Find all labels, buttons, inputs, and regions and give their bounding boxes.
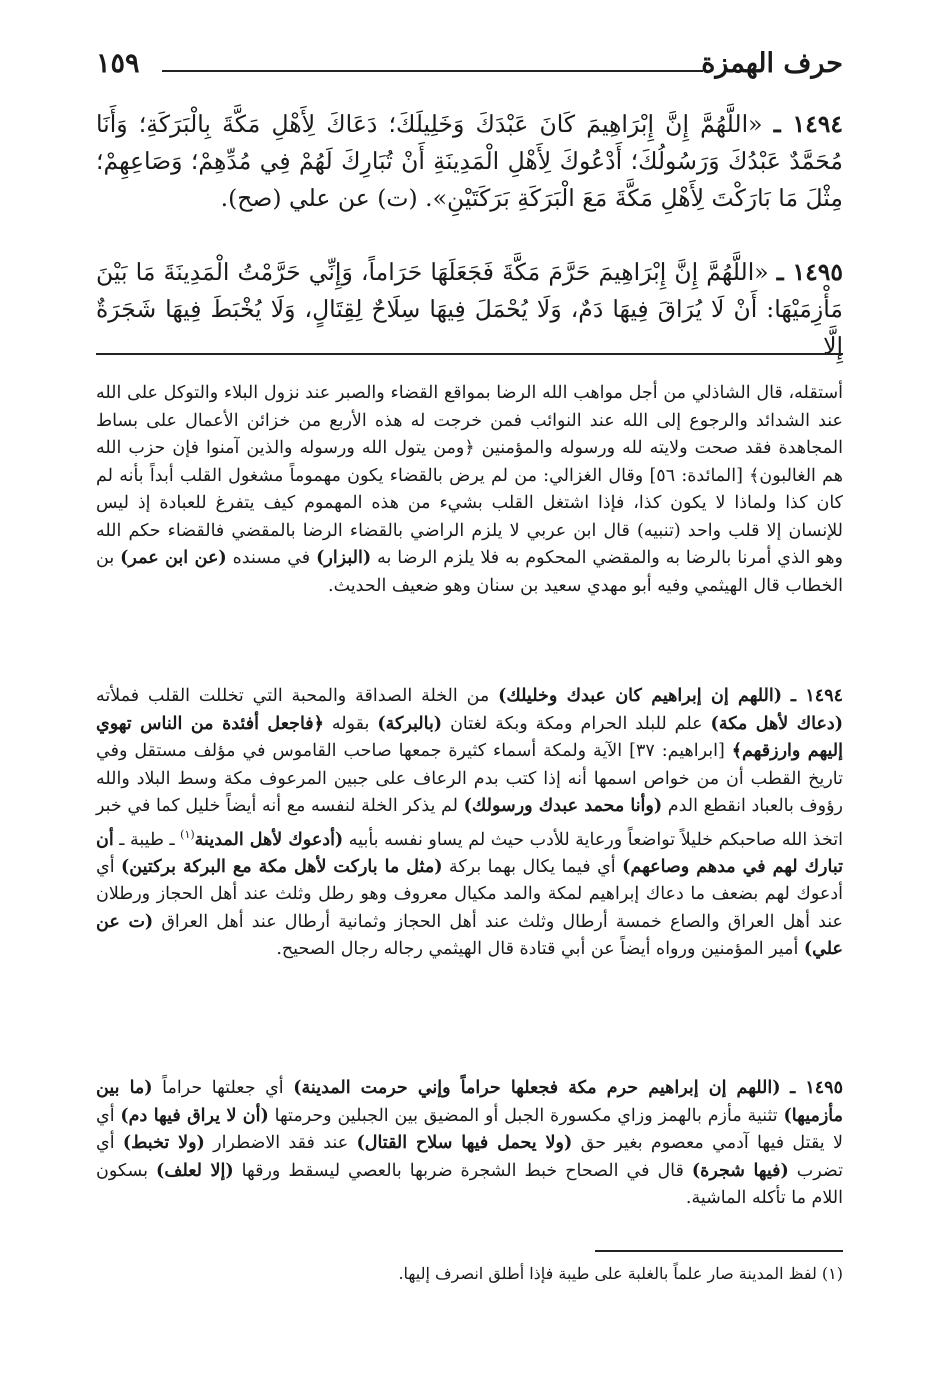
page-number: ١٥٩ — [96, 48, 140, 79]
commentary-text: بن الخطاب قال الهيثمي وفيه أبو مهدي سعيد بن سنان وهو ضعيف الحديث. — [96, 548, 843, 596]
commentary-text: قال في الصحاح خبط الشجرة ضربها بالعصي ليسقط ورقها — [233, 1160, 692, 1181]
hadith-1495 — [96, 254, 843, 365]
quoted-phrase: (ولا تخبط) — [122, 1133, 205, 1153]
commentary-text: ـ طيبة ـ — [113, 829, 181, 850]
commentary-text: من الخلة الصداقة والمحبة التي تخللت القلب فملأته — [96, 686, 499, 706]
hadith-number: ١٤٩٥ ـ — [776, 258, 843, 286]
commentary-number: ١٤٩٥ ـ — [790, 1078, 843, 1098]
quoted-phrase: (اللهم إن إبراهيم حرم مكة فجعلها حراماً وإني حرمت المدينة) — [293, 1078, 781, 1098]
commentary-text: بسكون اللام ما تأكله الماشية. — [96, 1160, 843, 1208]
commentary-text: في مسنده — [226, 548, 317, 568]
commentary-text: أي لا يقتل فيها آدمي معصوم بغير حق — [96, 1105, 843, 1153]
commentary-text: [ابراهيم: ٣٧] الآية ولمكة أسماء كثيرة جمعها صاحب القاموس في مؤلف مستقل وفي تاريخ القطب أن من خواص اسمها أنه إذا كتب بدم الرعاف على جبين المرعوف مكة وسط البلاد والله رؤوف بالعباد انقطع الدم — [96, 741, 843, 816]
quoted-phrase: (دعاك لأهل مكة) — [710, 713, 843, 734]
quoted-phrase: (مثل ما باركت لأهل مكة مع البركة بركتين) — [121, 856, 443, 877]
commentary-1495 — [96, 1075, 843, 1213]
commentary-text: علم للبلد الحرام ومكة وبكة لغتان — [442, 713, 711, 734]
quoted-phrase: (أن لا يراق فيها دم) — [120, 1105, 269, 1126]
quoted-phrase: (وأنا محمد عبدك ورسولك) — [463, 796, 663, 816]
commentary-text: أي جعلتها حراماً — [152, 1078, 294, 1098]
commentary-text: تثنية مأزم بالهمز وزاي مكسورة الجبل أو المضيق بين الجبلين وحرمتها — [268, 1105, 784, 1126]
header-rule — [162, 70, 703, 72]
quoted-phrase: (فيها شجرة) — [691, 1160, 789, 1181]
quoted-phrase: (اللهم إن إبراهيم كان عبدك وخليلك) — [498, 686, 783, 706]
source-ref: (عن ابن عمر) — [120, 548, 227, 568]
quoted-phrase: (إلا لعلف) — [156, 1160, 234, 1181]
commentary-text: أي أدعوك لهم بضعف ما دعاك إبراهيم لمكة والمد مكيال معروف وهو رطل وثلث عند أهل الحجاز ورطلان عند أهل العراق والصاع خمسة أرطال وثلث عند أهل الحجاز وثمانية أرطال عند أهل العراق — [96, 856, 843, 932]
commentary-text: أمير المؤمنين ورواه أيضاً عن أبي قتادة قال الهيثمي رجاله رجال الصحيح. — [276, 939, 804, 960]
commentary-text: لم يذكر الخلة لنفسه مع أنه أيضاً خليل كما في خبر اتخذ الله صاحبكم خليلاً تواضعاً ورعاية للأدب حيث لم يساو نفسه بأبيه — [96, 796, 843, 850]
commentary-text: أي تضرب — [96, 1133, 843, 1181]
commentary-1494 — [96, 683, 843, 964]
quoted-phrase: أن تبارك لهم في مدهم وصاعهم) — [96, 829, 843, 877]
commentary-text: أستقله، قال الشاذلي من أجل مواهب الله الرضا بمواقع القضاء والصبر عند نزول البلاء والتوكل على الله عند الشدائد والرجوع إلى الله عند النوائب فمن خرجت له هذه الأربع من خزائن الأعمال على بساط المجاهدة فقد صحت ولايته لله ورسوله والمؤمنين ﴿ومن يتول الله ورسوله والذين آمنوا فإن حزب الله هم الغالبون﴾ [المائدة: ٥٦] وقال الغزالي: من لم يرض بالقضاء يكون مهموماً مشغول القلب أبداً بأنه لم كان كذا ولماذا لا يكون كذا، فإذا اشتغل القلب بشيء من هذه المهموم كيف يتفرغ للعبادة إذ ليس للإنسان إلا قلب واحد (تنبيه) قال ابن عربي لا يلزم الراضي بالقضاء الرضا بالمقضي فالقضاء حكم الله وهو الذي أمرنا بالرضا به والمقضي المحكوم به فلا يلزم الرضا به — [96, 383, 843, 568]
page-header — [96, 44, 843, 84]
text-divider — [96, 353, 843, 355]
hadith-text: «اللَّهُمَّ إِنَّ إِبْرَاهِيمَ كَانَ عَبْدَكَ وَخَلِيلَكَ؛ دَعَاكَ لِأَهْلِ مَكَّةَ بِالْبَرَكَةِ؛ وَأَنَا مُحَمَّدٌ عَبْدُكَ وَرَسُولُكَ؛ أَدْعُوكَ لِأَهْلِ الْمَدِينَةِ أَنْ تُبَارِكَ لَهُمْ فِي مُدِّهِمْ؛ وَصَاعِهِمْ؛ مِثْلَ مَا بَارَكْتَ لِأَهْلِ مَكَّةَ مَعَ الْبَرَكَةِ بَرَكَتَيْنِ». (ت) عن علي (صح). — [96, 110, 843, 212]
footnote-rule — [595, 1250, 843, 1252]
hadith-text: «اللَّهُمَّ إِنَّ إِبْرَاهِيمَ حَرَّمَ مَكَّةَ فَجَعَلَهَا حَرَاماً، وَإِنِّي حَرَّمْتُ الْمَدِينَةَ مَا بَيْنَ مَأْزِمَيْهَا: أَنْ لَا يُرَاقَ فِيهَا دَمٌ، وَلَا يُحْمَلَ فِيهَا سِلَاحٌ لِقِتَالٍ، وَلَا يُخْبَطَ فِيهَا شَجَرَةٌ إِلَّا — [96, 258, 843, 360]
hadith-number: ١٤٩٤ ـ — [773, 110, 843, 138]
commentary-number: ١٤٩٤ ـ — [790, 686, 843, 706]
footnote: (١) لفظ المدينة صار علماً بالغلبة على طيبة فإذا أطلق انصرف إليها. — [398, 1264, 843, 1283]
commentary-intro — [96, 380, 843, 600]
footnote-ref[interactable]: (١) — [180, 827, 195, 841]
commentary-text: أي فيما يكال بهما بركة — [442, 856, 623, 877]
source-ref: (ت عن علي) — [96, 911, 843, 960]
commentary-text: بقوله — [323, 713, 378, 734]
quoted-phrase: (ولا يحمل فيها سلاح القتال) — [356, 1133, 573, 1153]
source-ref: (البزار) — [316, 548, 372, 568]
commentary-text: عند فقد الاضطرار — [204, 1133, 357, 1153]
quoted-phrase: (بالبركة) — [377, 713, 443, 734]
quoted-phrase: (أدعوك لأهل المدينة — [194, 829, 344, 850]
quran-quote: ﴿فاجعل أفئدة من الناس تهوي إليهم وارزقهم﴾ — [96, 713, 843, 761]
chapter-title: حرف الهمزة — [701, 48, 843, 79]
quoted-phrase: (ما بين مأزميها) — [96, 1078, 844, 1126]
hadith-1494 — [96, 106, 843, 217]
